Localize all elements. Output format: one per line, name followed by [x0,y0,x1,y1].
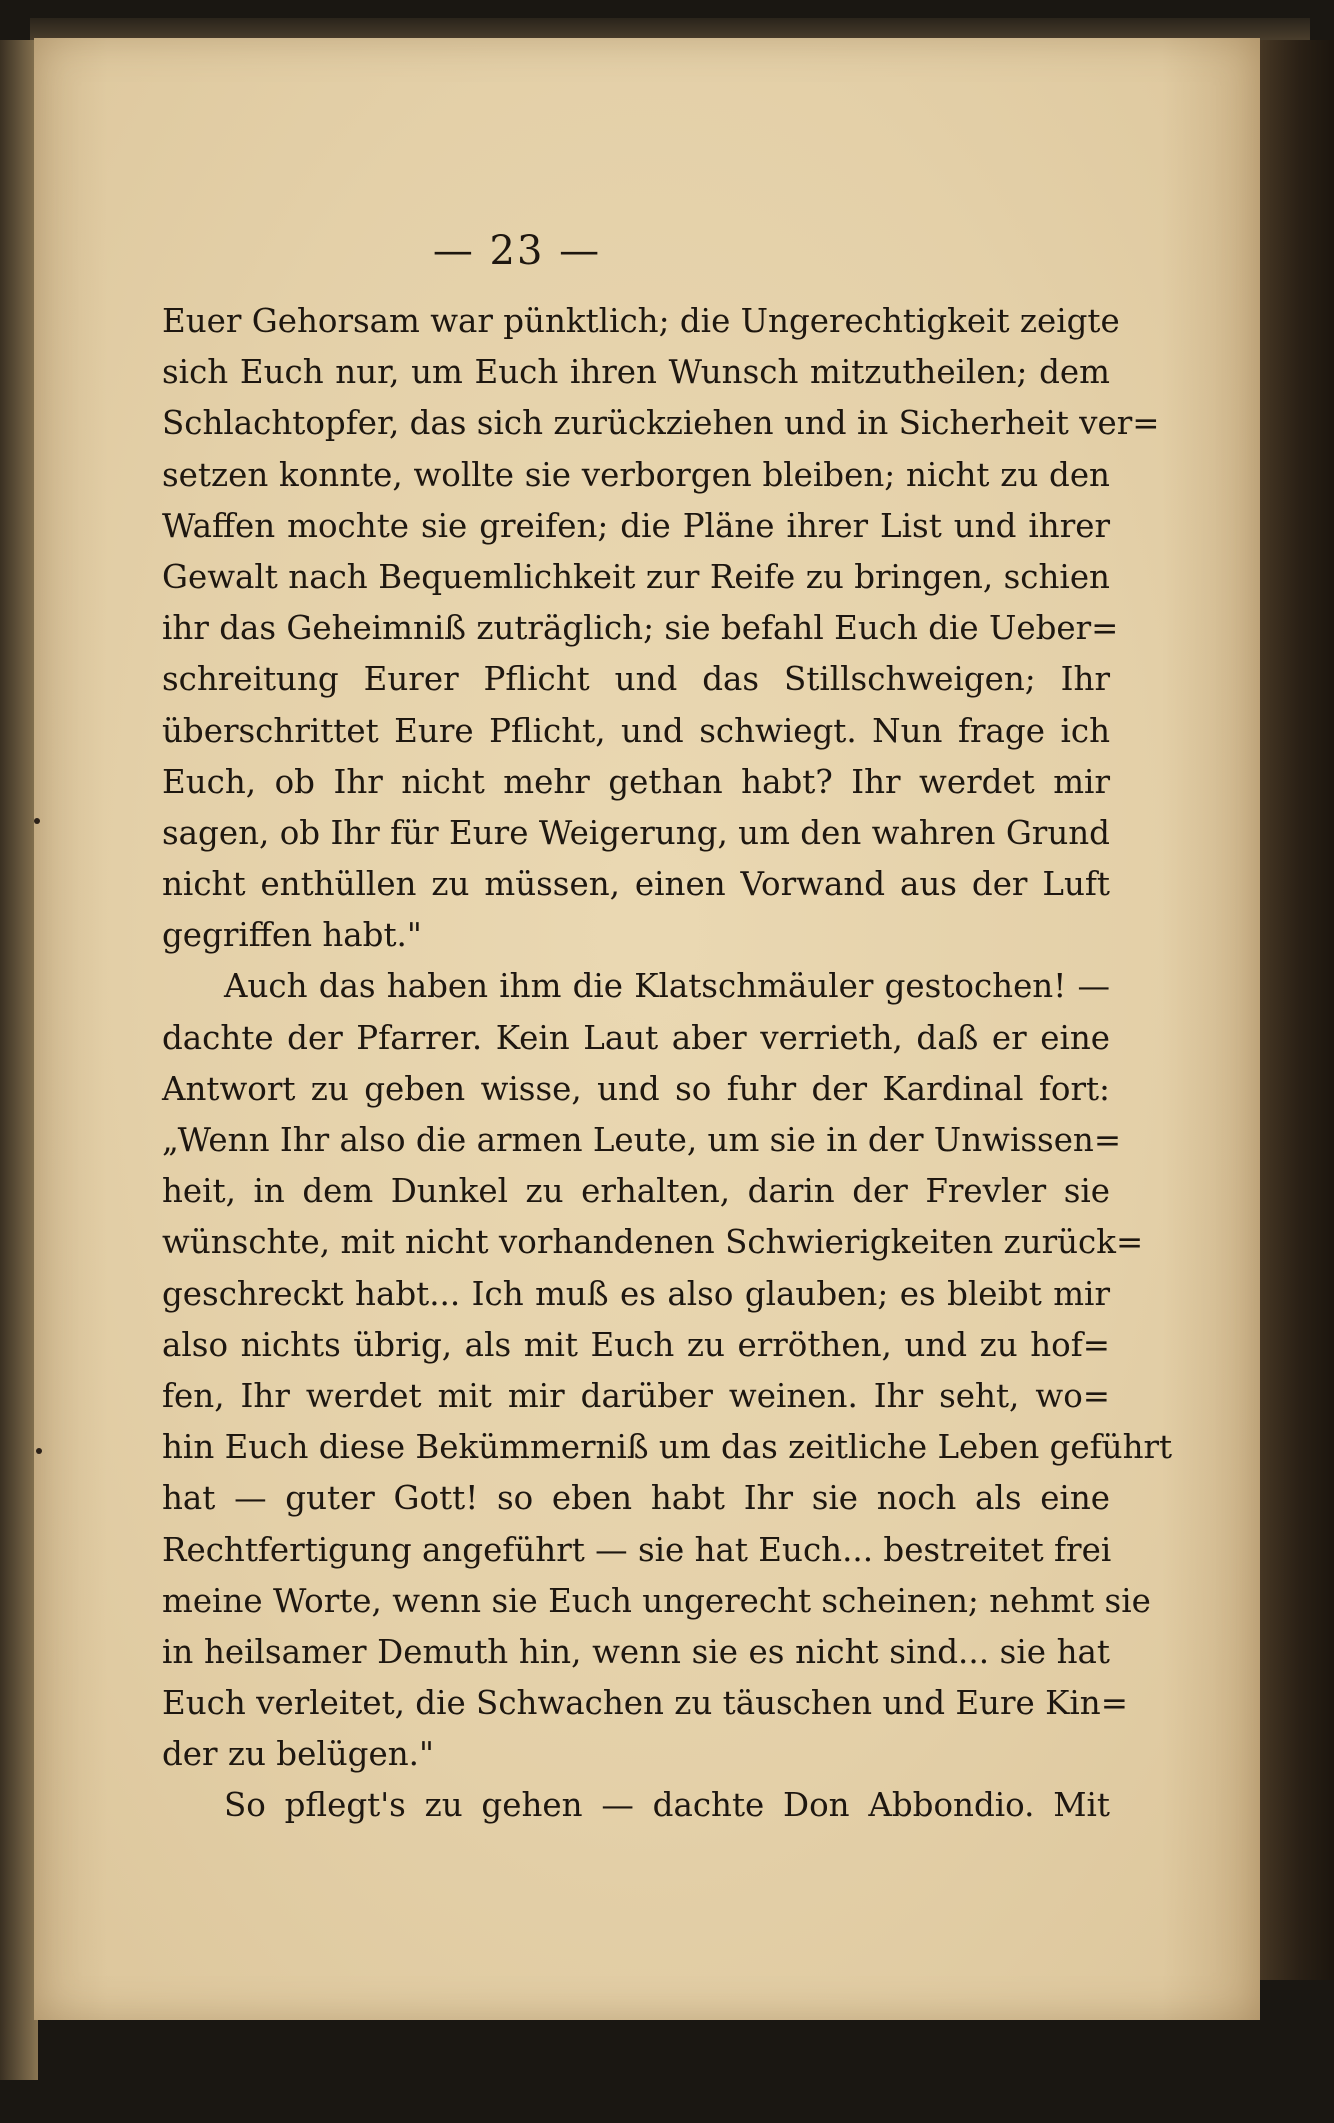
text-line: Gewalt nach Bequemlichkeit zur Reife zu bringen, schien [162,557,1110,596]
text-line: sagen, ob Ihr für Eure Weigerung, um den wahren Grund [162,813,1110,852]
text-line: Rechtfertigung angeführt — sie hat Euch... bestreitet frei [162,1530,1112,1569]
book-page [34,38,1260,2020]
text-line: So pflegt's zu gehen — dachte Don Abbondio. Mit [224,1786,1110,1825]
text-line: Euch, ob Ihr nicht mehr gethan habt? Ihr werdet mir [162,762,1110,801]
text-line: dachte der Pfarrer. Kein Laut aber verrieth, daß er eine [162,1018,1110,1057]
text-line: gegriffen habt." [162,916,422,955]
text-line: überschrittet Eure Pflicht, und schwiegt. Nun frage ich [162,711,1110,750]
text-line: sich Euch nur, um Euch ihren Wunsch mitzutheilen; dem [162,353,1110,392]
book-spine [1254,40,1334,1980]
page-number: — 23 — [432,228,602,274]
ink-speck [34,818,40,824]
ink-speck [36,1448,42,1454]
text-line: meine Worte, wenn sie Euch ungerecht scheinen; nehmt sie [162,1581,1151,1620]
left-page-edge [0,40,38,2080]
body-text [162,296,1173,1832]
text-line: geschreckt habt... Ich muß es also glauben; es bleibt mir [162,1274,1110,1313]
text-line: hin Euch diese Bekümmerniß um das zeitliche Leben geführt [162,1428,1173,1467]
text-line: heit, in dem Dunkel zu erhalten, darin der Frevler sie [162,1172,1110,1211]
text-line: Waffen mochte sie greifen; die Pläne ihrer List und ihrer [162,506,1110,545]
text-line: schreitung Eurer Pflicht und das Stillschweigen; Ihr [162,660,1110,699]
text-line: Schlachtopfer, das sich zurückziehen und in Sicherheit ver= [162,404,1160,443]
text-line: hat — guter Gott! so eben habt Ihr sie noch als eine [162,1479,1110,1518]
text-line: Auch das haben ihm die Klatschmäuler gestochen! — [224,967,1110,1006]
text-line: ihr das Geheimniß zuträglich; sie befahl Euch die Ueber= [162,609,1119,648]
text-line: also nichts übrig, als mit Euch zu erröthen, und zu hof= [162,1325,1110,1364]
text-line: Euer Gehorsam war pünktlich; die Ungerechtigkeit zeigte [162,302,1120,340]
text-line: fen, Ihr werdet mit mir darüber weinen. Ihr seht, wo= [162,1376,1110,1415]
text-line: setzen konnte, wollte sie verborgen bleiben; nicht zu den [162,455,1110,494]
text-line: der zu belügen." [162,1735,434,1774]
text-line: „Wenn Ihr also die armen Leute, um sie in der Unwissen= [162,1121,1122,1159]
text-line: in heilsamer Demuth hin, wenn sie es nicht sind... sie hat [162,1632,1110,1671]
text-line: Euch verleitet, die Schwachen zu täuschen und Eure Kin= [162,1684,1128,1723]
text-line: wünschte, mit nicht vorhandenen Schwierigkeiten zurück= [162,1223,1144,1262]
text-line: nicht enthüllen zu müssen, einen Vorwand aus der Luft [162,865,1110,904]
text-line: Antwort zu geben wisse, und so fuhr der Kardinal fort: [162,1069,1110,1108]
